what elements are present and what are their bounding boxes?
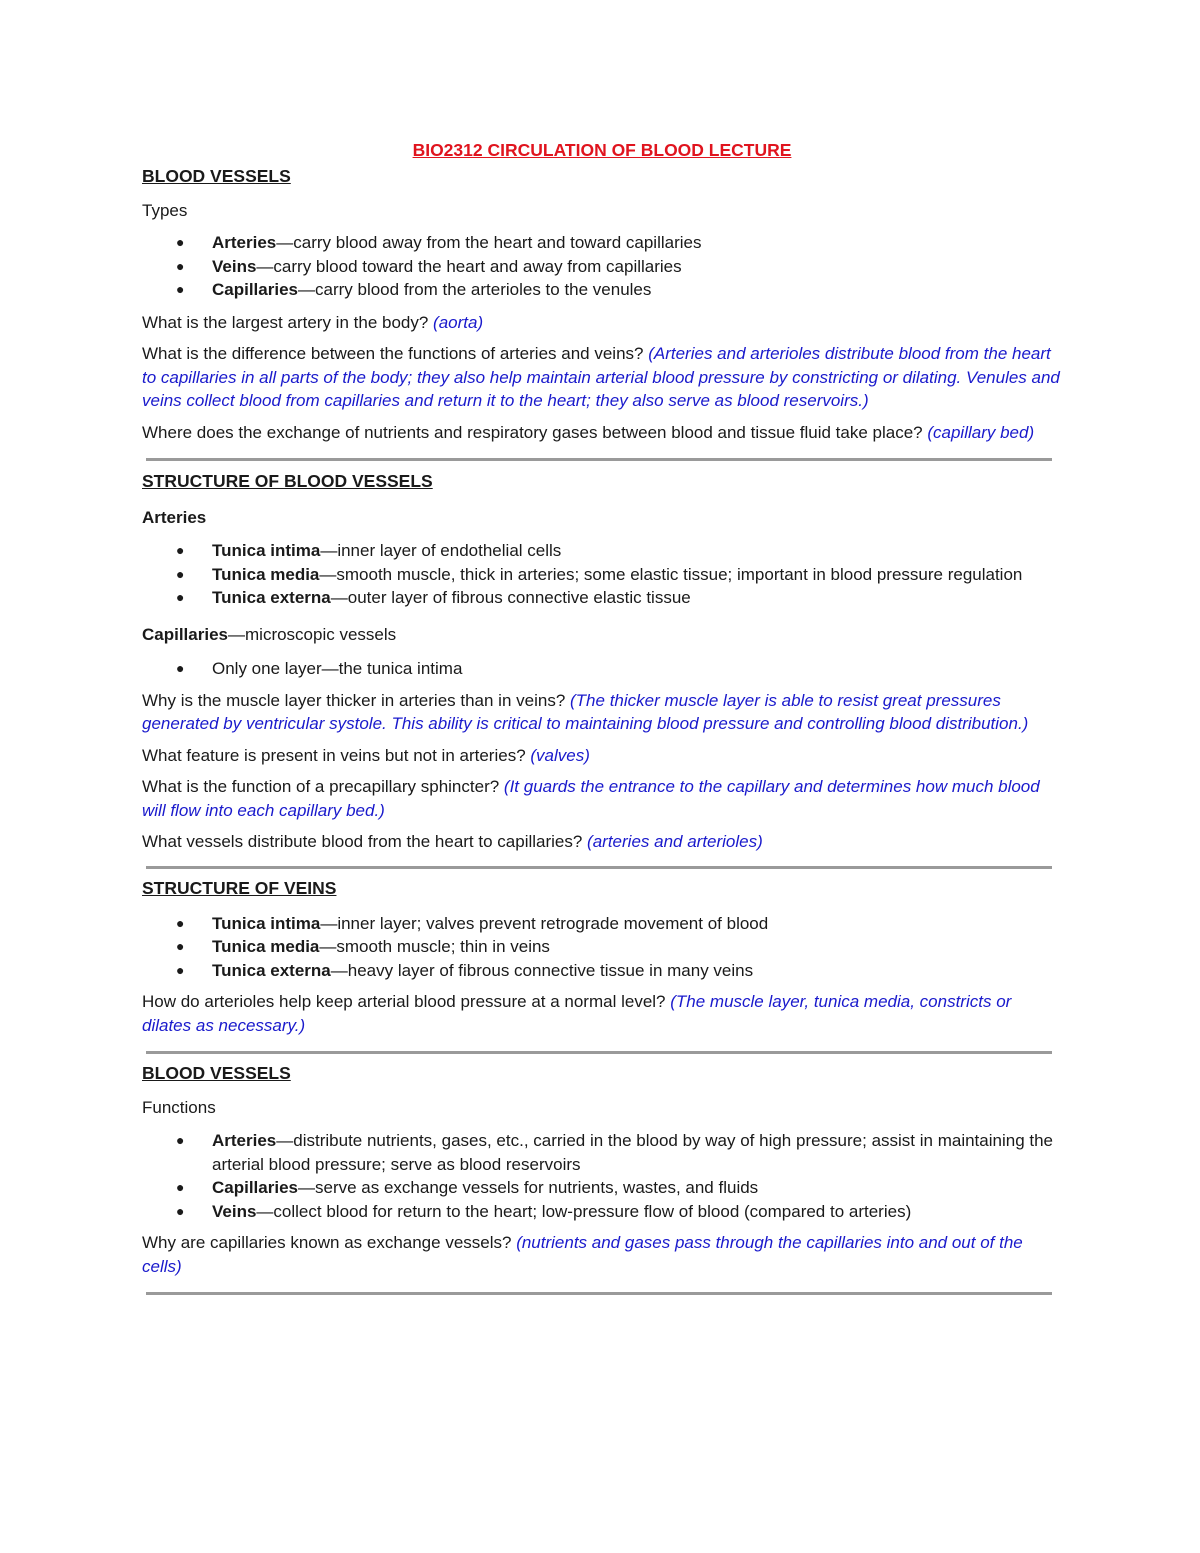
section-divider (146, 1292, 1052, 1295)
document-body (142, 140, 1062, 1295)
bullet-icon: ● (176, 1179, 185, 1195)
section-divider (146, 866, 1052, 869)
subheading-types: Types (142, 201, 188, 220)
list-item (142, 959, 1062, 983)
subheading-arteries: Arteries (142, 508, 207, 527)
question (142, 744, 1062, 768)
question (142, 990, 1062, 1037)
list-item (142, 231, 1062, 255)
section-divider (146, 458, 1052, 461)
answer-text: (The thicker muscle layer is able to resist great pressures generated by ventricular systole. This ability is critical to maintaining blood pressure and controlling blood distribution.) (142, 690, 1029, 733)
term: Veins (212, 1201, 257, 1221)
veins-list (142, 912, 1062, 983)
section-heading-structure-of-veins: STRUCTURE OF VEINS (142, 877, 337, 898)
list-item (142, 657, 1062, 681)
bullet-icon: ● (176, 281, 185, 297)
question (142, 311, 1062, 335)
bullet-icon: ● (176, 660, 185, 676)
subheading-functions: Functions (142, 1098, 216, 1117)
question-text: Why is the muscle layer thicker in arteries than in veins? (142, 690, 571, 710)
definition: —microscopic vessels (228, 624, 397, 644)
capillaries-line (142, 623, 1062, 647)
answer-text: (valves) (530, 745, 590, 765)
definition: Only one layer—the tunica intima (212, 659, 463, 678)
bullet-icon: ● (176, 1132, 185, 1148)
definition: —inner layer; valves prevent retrograde movement of blood (320, 913, 769, 933)
list-item (142, 1129, 1062, 1176)
list-item (142, 563, 1062, 587)
section-heading-structure-of-blood-vessels: STRUCTURE OF BLOOD VESSELS (142, 471, 433, 491)
term: Tunica media (212, 937, 320, 956)
answer-text: (arteries and arterioles) (587, 832, 763, 851)
functions-list (142, 1129, 1062, 1223)
answer-text: (nutrients and gases pass through the capillaries into and out of the cells) (142, 1233, 1023, 1276)
question-text: Where does the exchange of nutrients and respiratory gases between blood and tissue fluid take place? (142, 422, 928, 442)
term: Tunica externa (212, 588, 331, 607)
types-list (142, 231, 1062, 302)
section-heading-blood-vessels-functions: BLOOD VESSELS (142, 1063, 291, 1083)
list-item (142, 586, 1062, 610)
term: Tunica intima (212, 913, 321, 933)
answer-text: (capillary bed) (927, 422, 1035, 442)
answer-text: (aorta) (433, 312, 484, 332)
question (142, 421, 1062, 445)
question (142, 342, 1062, 413)
definition: —carry blood from the arterioles to the venules (298, 280, 652, 299)
answer-text: (Arteries and arterioles distribute blood from the heart to capillaries in all parts of the body; they also help maintain arterial blood pressure by constricting or dilating. Venules and veins collect blood from capillaries and return it to the heart; they also serve as blood reservoirs.) (142, 344, 1060, 410)
term: Tunica media (212, 564, 320, 584)
definition: —inner layer of endothelial cells (320, 541, 562, 560)
question-text: What is the difference between the functions of arteries and veins? (142, 344, 649, 363)
question-text: What is the function of a precapillary sphincter? (142, 777, 504, 796)
list-item (142, 935, 1062, 959)
question-text: Why are capillaries known as exchange vessels? (142, 1233, 517, 1252)
list-item (142, 255, 1062, 279)
question (142, 1231, 1062, 1278)
term: Capillaries (212, 280, 298, 299)
term: Capillaries (142, 624, 228, 644)
bullet-icon: ● (176, 542, 185, 558)
term: Veins (212, 256, 257, 276)
bullet-icon: ● (176, 914, 185, 931)
list-item (142, 1176, 1062, 1200)
question-text: What feature is present in veins but not in arteries? (142, 745, 531, 765)
definition: —smooth muscle; thin in veins (319, 937, 550, 956)
bullet-icon: ● (176, 234, 185, 250)
bullet-icon: ● (176, 589, 185, 605)
definition: —smooth muscle, thick in arteries; some elastic tissue; important in blood pressure regulation (319, 564, 1023, 584)
list-item (142, 912, 1062, 936)
question (142, 689, 1062, 736)
question-text: How do arterioles help keep arterial blood pressure at a normal level? (142, 992, 671, 1011)
section-heading-blood-vessels: BLOOD VESSELS (142, 166, 291, 186)
question-text: What vessels distribute blood from the heart to capillaries? (142, 832, 588, 851)
term: Capillaries (212, 1178, 298, 1197)
document-title: BIO2312 CIRCULATION OF BLOOD LECTURE (412, 140, 792, 160)
bullet-icon: ● (176, 257, 185, 274)
question (142, 830, 1062, 854)
definition: —carry blood away from the heart and toward capillaries (276, 233, 702, 252)
definition: —serve as exchange vessels for nutrients, wastes, and fluids (298, 1178, 759, 1197)
section-divider (146, 1051, 1052, 1054)
definition: —collect blood for return to the heart; low-pressure flow of blood (compared to arteries) (256, 1201, 912, 1221)
question (142, 775, 1062, 822)
capillaries-list (142, 657, 1062, 681)
definition: —distribute nutrients, gases, etc., carried in the blood by way of high pressure; assist in maintaining the arterial blood pressure; serve as blood reservoirs (212, 1131, 1054, 1174)
bullet-icon: ● (176, 565, 185, 582)
definition: —outer layer of fibrous connective elastic tissue (330, 588, 691, 607)
term: Arteries (212, 1131, 277, 1150)
term: Arteries (212, 233, 277, 252)
arteries-list (142, 539, 1062, 610)
answer-text: (It guards the entrance to the capillary and determines how much blood will flow into each capillary bed.) (142, 777, 1040, 820)
definition: —heavy layer of fibrous connective tissue in many veins (330, 960, 754, 980)
question-text: What is the largest artery in the body? (142, 312, 434, 332)
answer-text: (The muscle layer, tunica media, constricts or dilates as necessary.) (142, 992, 1012, 1035)
list-item (142, 539, 1062, 563)
list-item (142, 1200, 1062, 1224)
term: Tunica externa (212, 960, 331, 980)
list-item (142, 278, 1062, 302)
term: Tunica intima (212, 541, 321, 560)
bullet-icon: ● (176, 961, 185, 978)
bullet-icon: ● (176, 938, 185, 954)
definition: —carry blood toward the heart and away from capillaries (256, 256, 682, 276)
bullet-icon: ● (176, 1202, 185, 1219)
